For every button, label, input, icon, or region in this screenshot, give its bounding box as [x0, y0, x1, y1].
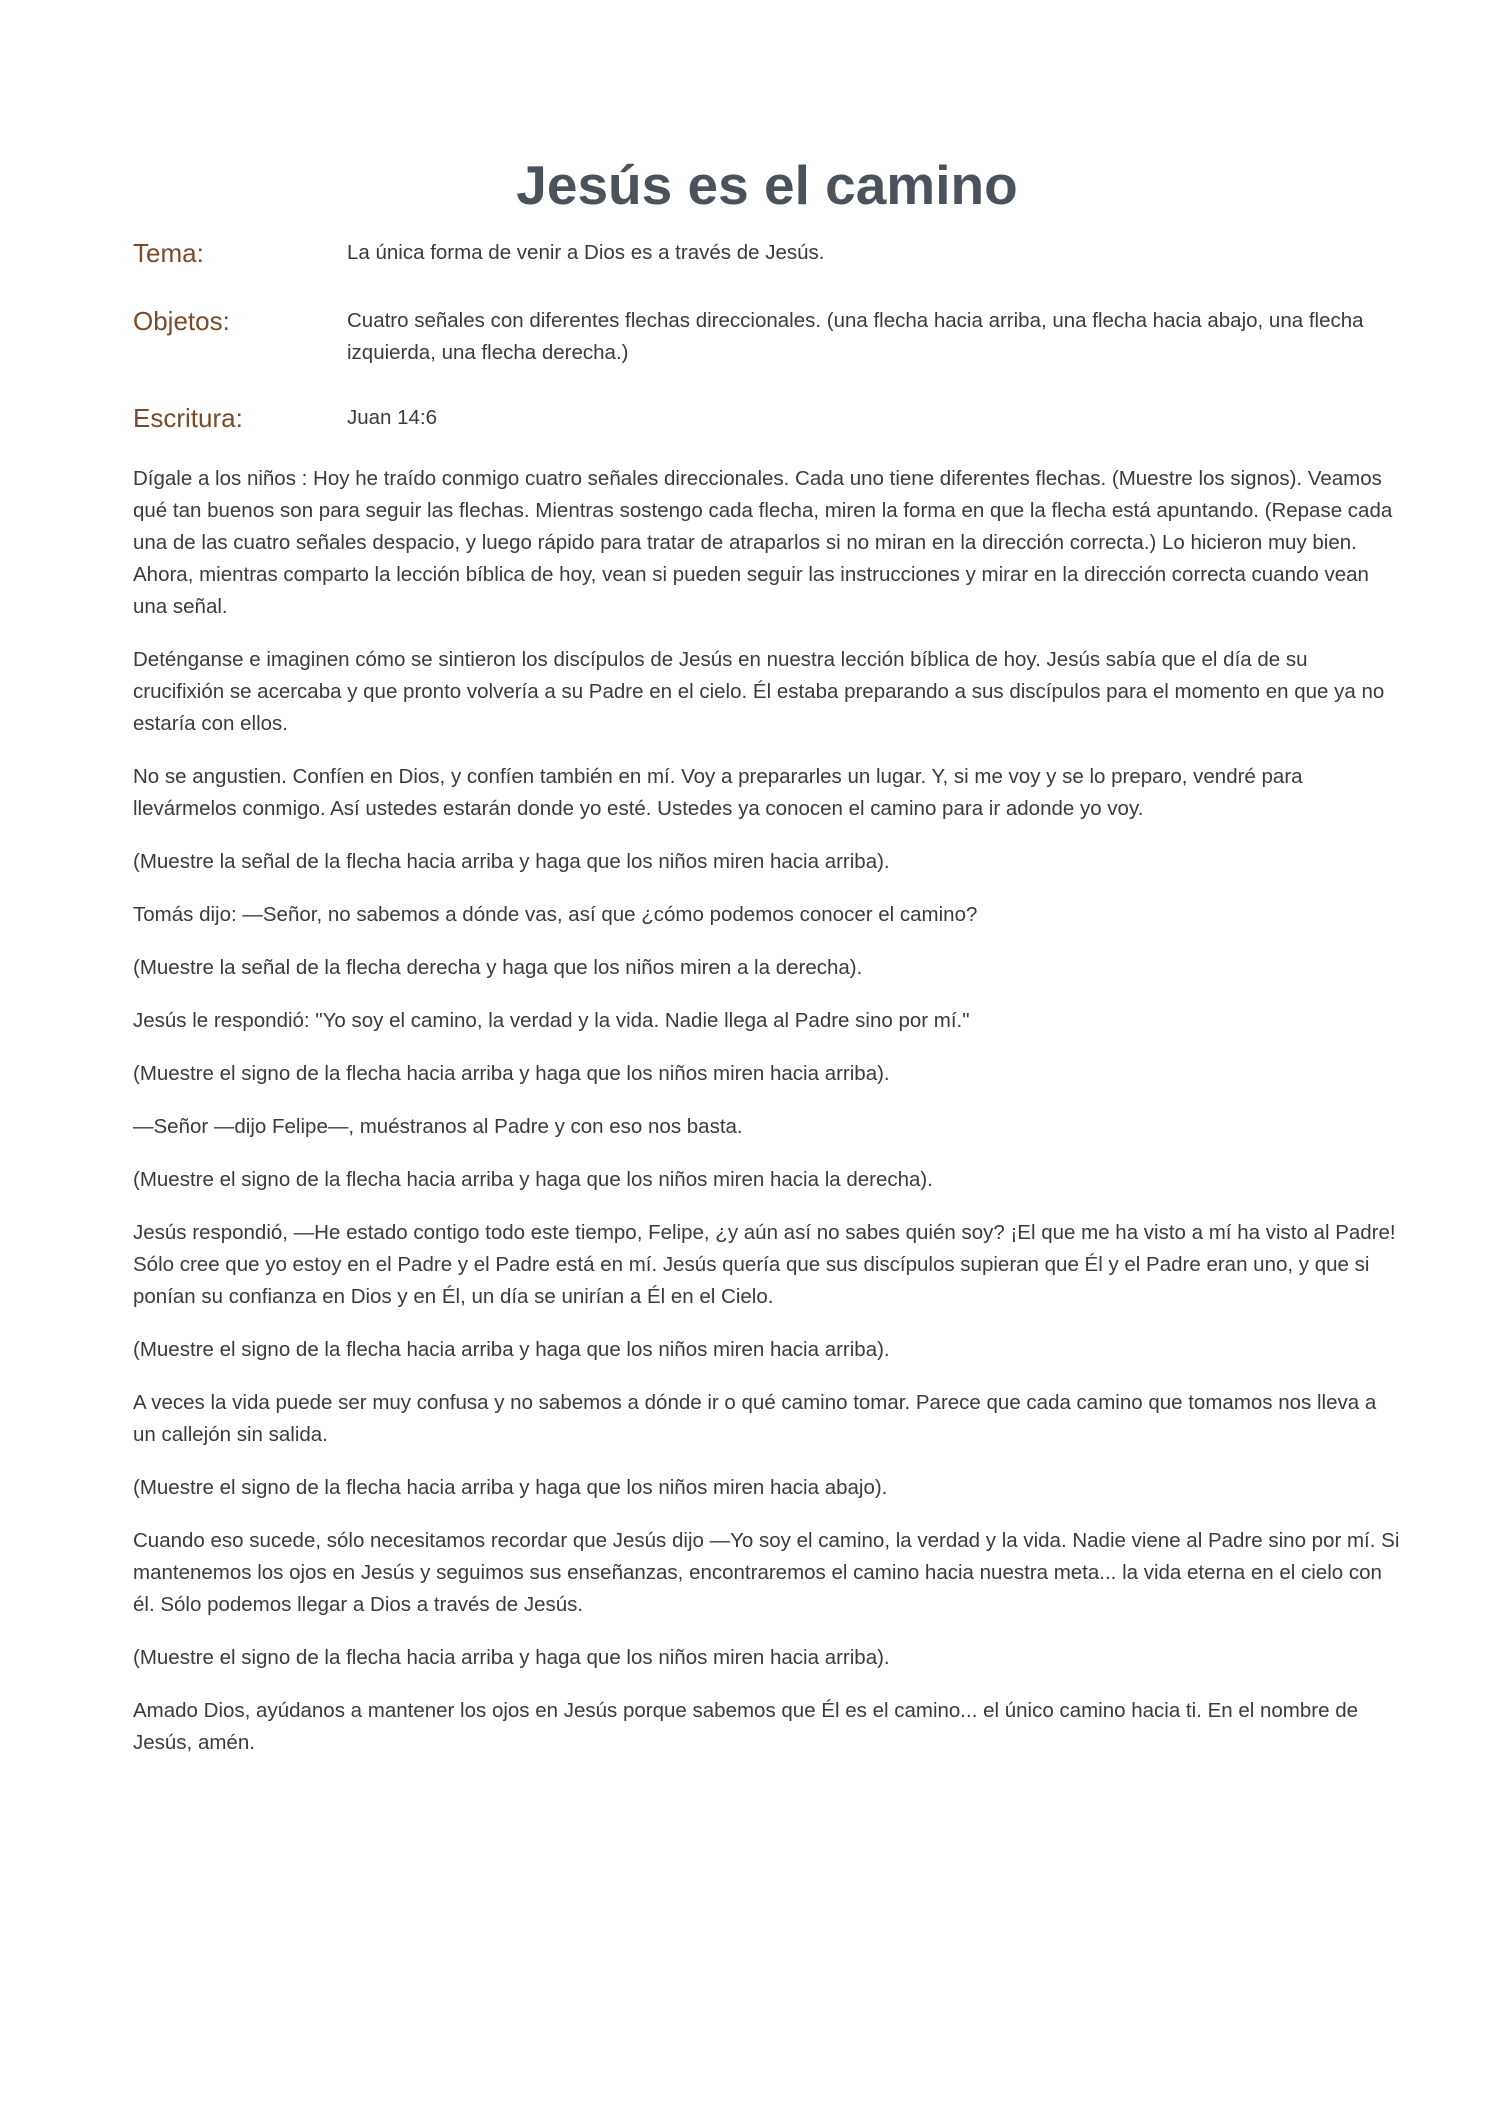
paragraph: (Muestre el signo de la flecha hacia arriba y haga que los niños miren hacia arriba). — [133, 1338, 890, 1361]
page-title: Jesús es el camino — [516, 154, 1018, 216]
paragraph: Jesús respondió, —He estado contigo todo este tiempo, Felipe, ¿y aún así no sabes quién soy? ¡El que me ha visto a mí ha visto al Padre! Sólo cree que yo estoy en el Padre y el Padre está en mí. Jesús quería que sus discípulos supieran que Él y el Padre eran uno, y que si ponían su confianza en Dios y en Él, un día se unirían a Él en el Cielo. — [133, 1221, 1396, 1308]
meta-row-objetos — [133, 302, 1401, 369]
paragraph: (Muestre el signo de la flecha hacia arriba y haga que los niños miren hacia la derecha). — [133, 1168, 933, 1191]
meta-row-escritura — [133, 399, 1401, 437]
paragraph: Deténganse e imaginen cómo se sintieron los discípulos de Jesús en nuestra lección bíblica de hoy. Jesús sabía que el día de su crucifixión se acercaba y que pronto volvería a su Padre en el cielo. Él estaba preparando a sus discípulos para el momento en que ya no estaría con ellos. — [133, 648, 1385, 735]
tema-label: Tema: — [133, 238, 204, 268]
escritura-label: Escritura: — [133, 403, 243, 433]
lesson-body — [133, 463, 1401, 1759]
paragraph: (Muestre el signo de la flecha hacia arriba y haga que los niños miren hacia arriba). — [133, 1646, 890, 1669]
escritura-value: Juan 14:6 — [347, 406, 438, 429]
paragraph: (Muestre el signo de la flecha hacia arriba y haga que los niños miren hacia arriba). — [133, 1062, 890, 1085]
objetos-label: Objetos: — [133, 306, 230, 336]
paragraph: (Muestre la señal de la flecha derecha y haga que los niños miren a la derecha). — [133, 956, 863, 979]
paragraph: Dígale a los niños : Hoy he traído conmigo cuatro señales direccionales. Cada uno tiene diferentes flechas. (Muestre los signos). Veamos qué tan buenos son para seguir las flechas. Mientras sostengo cada flecha, miren la forma en que la flecha está apuntando. (Repase cada una de las cuatro señales despacio, y luego rápido para tratar de atraparlos si no miran en la dirección correcta.) Lo hicieron muy bien. Ahora, mientras comparto la lección bíblica de hoy, vean si pueden seguir las instrucciones y mirar en la dirección correcta cuando vean una señal. — [133, 467, 1393, 618]
paragraph: (Muestre el signo de la flecha hacia arriba y haga que los niños miren hacia abajo). — [133, 1476, 888, 1499]
meta-row-tema — [133, 234, 1401, 272]
document-page — [133, 150, 1401, 1780]
tema-value: La única forma de venir a Dios es a través de Jesús. — [347, 241, 825, 264]
paragraph: No se angustien. Confíen en Dios, y confíen también en mí. Voy a prepararles un lugar. Y, si me voy y se lo preparo, vendré para llevármelos conmigo. Así ustedes estarán donde yo esté. Ustedes ya conocen el camino para ir adonde yo voy. — [133, 765, 1303, 820]
paragraph: A veces la vida puede ser muy confusa y no sabemos a dónde ir o qué camino tomar. Parece que cada camino que tomamos nos lleva a un callejón sin salida. — [133, 1391, 1377, 1446]
paragraph: Jesús le respondió: "Yo soy el camino, la verdad y la vida. Nadie llega al Padre sino por mí." — [133, 1009, 970, 1032]
paragraph: Amado Dios, ayúdanos a mantener los ojos en Jesús porque sabemos que Él es el camino... el único camino hacia ti. En el nombre de Jesús, amén. — [133, 1699, 1358, 1754]
objetos-value: Cuatro señales con diferentes flechas direccionales. (una flecha hacia arriba, una flecha hacia abajo, una flecha izquierda, una flecha derecha.) — [347, 309, 1364, 364]
paragraph: (Muestre la señal de la flecha hacia arriba y haga que los niños miren hacia arriba). — [133, 850, 890, 873]
paragraph: Tomás dijo: —Señor, no sabemos a dónde vas, así que ¿cómo podemos conocer el camino? — [133, 903, 978, 926]
paragraph: —Señor —dijo Felipe—, muéstranos al Padre y con eso nos basta. — [133, 1115, 743, 1138]
paragraph: Cuando eso sucede, sólo necesitamos recordar que Jesús dijo —Yo soy el camino, la verdad y la vida. Nadie viene al Padre sino por mí. Si mantenemos los ojos en Jesús y seguimos sus enseñanzas, encontraremos el camino hacia nuestra meta... la vida eterna en el cielo con él. Sólo podemos llegar a Dios a través de Jesús. — [133, 1529, 1400, 1616]
